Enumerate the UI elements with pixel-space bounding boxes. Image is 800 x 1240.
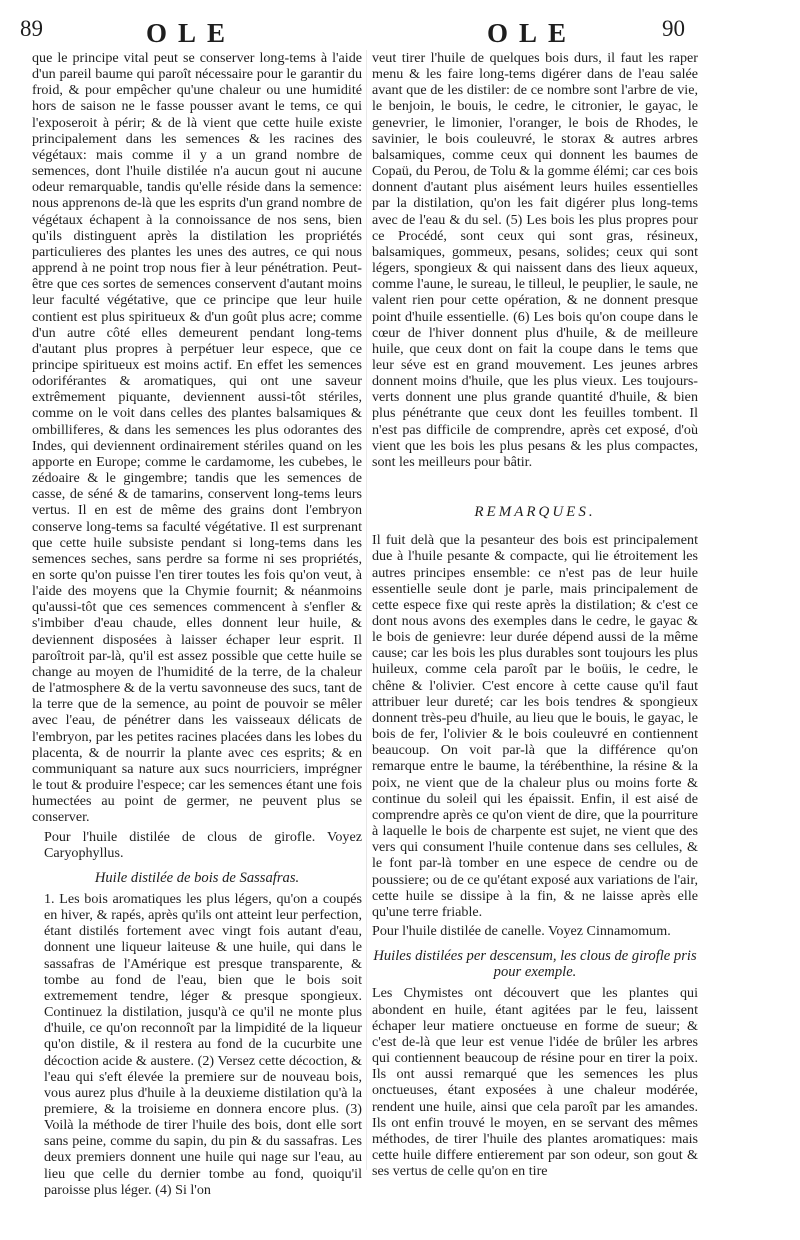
- left-paragraph-1: que le principe vital peut se conserver long-tems à l'aide d'un pareil baume qui paroît nécessaire pour le garantir du froid, & pour empêcher qu'une chaleur ou une humidité hors de saison ne le fasse pousser avant le tems, ce qui l'exposeroit à périr; & de là vient que cette huile existe principalement dans les semences & les racines des végétaux: mais comme il y a un grand nombre de semences, dont l'huile distilée n'a aucun gout ni aucune odeur remarquable, tandis qu'elle réside dans la semence: nous apprenons de-là que les esprits d'un grand nombre de végétaux échapent à la connoissance de nos sens, bien qu'ils distinguent après la distilation les propriétés particulieres des plantes les unes des autres, ce qui nous apprend à ne point trop nous fier à leur pénétration. Peut-être que ces sortes de semences conservent d'autant moins leur faculté végétative, que ce principe que leur huile contient est plus spiritueux & d'un goût plus acre; comme d'un autre côté elles demeurent pendant long-tems d'autant plus propres à perpétuer leur espece, que ce principe spiritueux est moins actif. En effet les semences odoriférantes & aromatiques, qui ont une saveur extrêmement piquante, deviennent aussi-tôt stériles, comme on le voit dans celles des plantes balsamiques & ombilliferes, & dans les semences les plus odorantes des Indes, qui deviennent ordinairement stériles quand on les apporte en Europe; comme le cardamome, les cubebes, le zédoaire & le gingembre; tandis que les semences de casse, de séné & de tamarins, conservent long-tems leurs vertus. Il en est de même des grains dont l'embryon conserve long-tems sa faculté végétative. Il est surprenant que cette huile subsiste pendant si long-tems dans les semences seches, sans perdre sa forme ni ses propriétés, en sorte qu'on puisse l'en tirer toutes les fois qu'on veut, à l'aide des moyens que la Chymie fournit; & néanmoins qu'aussi-tôt que ces semences commencent à s'enfler & s'imbiber d'eau chaude, elles donnent leur huile, & deviennent disposées à laisser échaper leur esprit. Il paroîtroit par-là, qu'il est assez possible que cette huile se change au moyen de l'humidité de la terre, de la chaleur de l'atmosphere & de la vertu savonneuse des sucs, tant de la terre que de la semence, au point de pouvoir se mêler avec l'eau, de pénétrer dans les vaisseaux délicats de l'embryon, par les petites racines placées dans les lobes du placenta, & de nourrir la plante avec ces esprits; & en communiquant sa nature aux sucs nourriciers, imprégner le tout & produire l'espece; car les semences étant une fois humectées au point de germer, ne peuvent plus se conserver.: [32, 50, 362, 826]
- remarks-heading: REMARQUES.: [474, 504, 596, 521]
- right-running-title: OLE: [487, 18, 578, 48]
- right-section-heading: Huiles distilées per descensum, les clous de girofle pris pour exemple.: [373, 948, 697, 981]
- left-paragraph-2: Pour l'huile distilée de clous de girofle. Voyez Caryophyllus.: [44, 828, 362, 861]
- right-paragraph-2: Il fuit delà que la pesanteur des bois est principalement due à l'huile pesante & compacte, qui lie étroitement les autres principes ensemble: ce n'est pas de leur huile essentielle seule dont je parle, mais principalement de cette espece fixe qui reste après la distilation; & c'est ce dont nous avons des exemples dans le cedre, le gayac & le bois de genievre: leur durée dépend aussi de la même cause; car les bois les plus durables sont toujours les plus huileux, comme cela paroît par le boüis, le cedre, le chêne & l'olivier. C'est encore à cette cause qu'il faut attribuer leur dureté; car les bois tendres & spongieux donnent très-peu d'huile, au lieu que le bouis, le gayac, le bois de fer, l'olivier & le bois couleuvré en contiennent beaucoup. On voit par-là que la différence qu'on remarque entre le baume, la térébenthine, la résine & la poix, ne vient que de la chaleur plus ou moins forte & continue du soleil qui les épaissit. Enfin, il est aisé de comprendre après ce qu'on vient de dire, que la pourriture à laquelle le bois de charpente est sujet, ne vient que des vers qui consument l'huile contenue dans ses cellules, & le font par-là tomber en une espece de cendre ou de poussiere; ou de ce qu'étant exposé aux variations de l'air, cette huile se dissipe à la fin, & ne laisse après elle qu'une terre friable.: [372, 532, 698, 920]
- left-section-heading: Huile distilée de bois de Sassafras.: [94, 869, 300, 886]
- right-paragraph-1: veut tirer l'huile de quelques bois durs, il faut les raper menu & les faire long-tems digérer dans de l'eau salée avant que de les distiler: de ce nombre sont l'arbre de vie, le benjoin, le bouis, le cedre, le citronier, le gayac, le genevrier, le limonier, l'oranger, le bois de Rhodes, le savinier, le bois couleuvré, le storax & autres arbres balsamiques, comme ceux qui donnent les baumes de Copaü, du Perou, de Tolu & la gomme élémi; car ces bois donnent d'autant plus aisément leurs huiles essentielles par la distilation, qu'on les fait digérer plus long-tems avec de l'eau & du sel. (5) Les bois les plus propres pour ce Procédé, sont ceux qui sont gras, résineux, balsamiques, gommeux, pesans, solides; ceux qui sont légers, spongieux & qui naissent dans des lieux aqueux, comme l'aune, le sureau, le tilleul, le peuplier, le saule, ne valent rien pour cette opération, & ne donnent presque point d'huile essentielle. (6) Les bois qu'on coupe dans le cœur de l'hiver donnent plus d'huile, & de meilleure huile, que ceux dont on fait la coupe dans le tems que leur séve est en grand mouvement. Les jeunes arbres donnent moins d'huile, que les plus vieux. Les toujours-verts donnent une plus grande quantité d'huile, & bien plus pénétrante que ceux dont les feuilles tombent. Il n'est pas difficile de comprendre, après cet exposé, d'où vient que les bois les plus pesans & les plus compactes, sont les meilleurs pour bâtir.: [372, 50, 698, 470]
- left-paragraph-3: 1. Les bois aromatiques les plus légers, qu'on a coupés en hiver, & rapés, après qu'ils ont atteint leur perfection, étant distilés fortement avec vingt fois autant d'eau, donnent une liqueur laiteuse & une huile, qui dans le sassafras de l'Amérique est presque transparente, & tombe au fond de l'eau, bien que le bois soit extremement tendre, léger & presque spongieux. Continuez la distilation, jusqu'à ce qu'il ne monte plus d'huile, ce qu'on reconnoît par la limpidité de la liqueur qu'on distile, & il restera au fond de la cucurbite une décoction acide & austere. (2) Versez cette décoction, & l'eau qui s'eft élevée la premiere sur de nouveau bois, vous aurez plus d'huile à la deuxieme distilation qu'à la premiere, & la troisieme en donnera encore plus. (3) Voilà la méthode de tirer l'huile des bois, dont elle sort sans peine, comme du sapin, du pin & du sassafras. Les deux premiers donnent une huile qui nage sur l'eau, au lieu que celle du dernier tombe au fond, quoiqu'il paroisse plus léger. (4) Si l'on: [44, 890, 362, 1198]
- left-running-title: OLE: [146, 18, 237, 48]
- left-column: [32, 50, 362, 1198]
- page-header: [0, 14, 800, 48]
- right-column: [368, 50, 698, 1179]
- right-paragraph-3: Pour l'huile distilée de canelle. Voyez Cinnamomum.: [372, 922, 671, 939]
- column-divider: [366, 50, 367, 1170]
- left-page-number: 89: [20, 16, 43, 41]
- right-paragraph-4: Les Chymistes ont découvert que les plantes qui abondent en huile, étant agitées par le feu, laissent échaper leur matiere onctueuse en forme de sueur; & c'est de-là que leur est venue l'idée de brûler les arbres qui contiennent beaucoup de résine pour en tirer la poix. Ils ont aussi remarqué que les semences les plus onctueuses, étant exposées à une chaleur modérée, rendent une huile, ainsi que cela paroît par les amandes. Ils ont enfin trouvé le moyen, en se servant des mêmes méthodes, de tirer l'huile des plantes aromatiques: mais cette huile differe entierement par son odeur, son gout & ses vertus de celle qu'on en tire: [372, 985, 698, 1180]
- right-column-content: [372, 50, 698, 1179]
- right-page-number: 90: [662, 16, 685, 41]
